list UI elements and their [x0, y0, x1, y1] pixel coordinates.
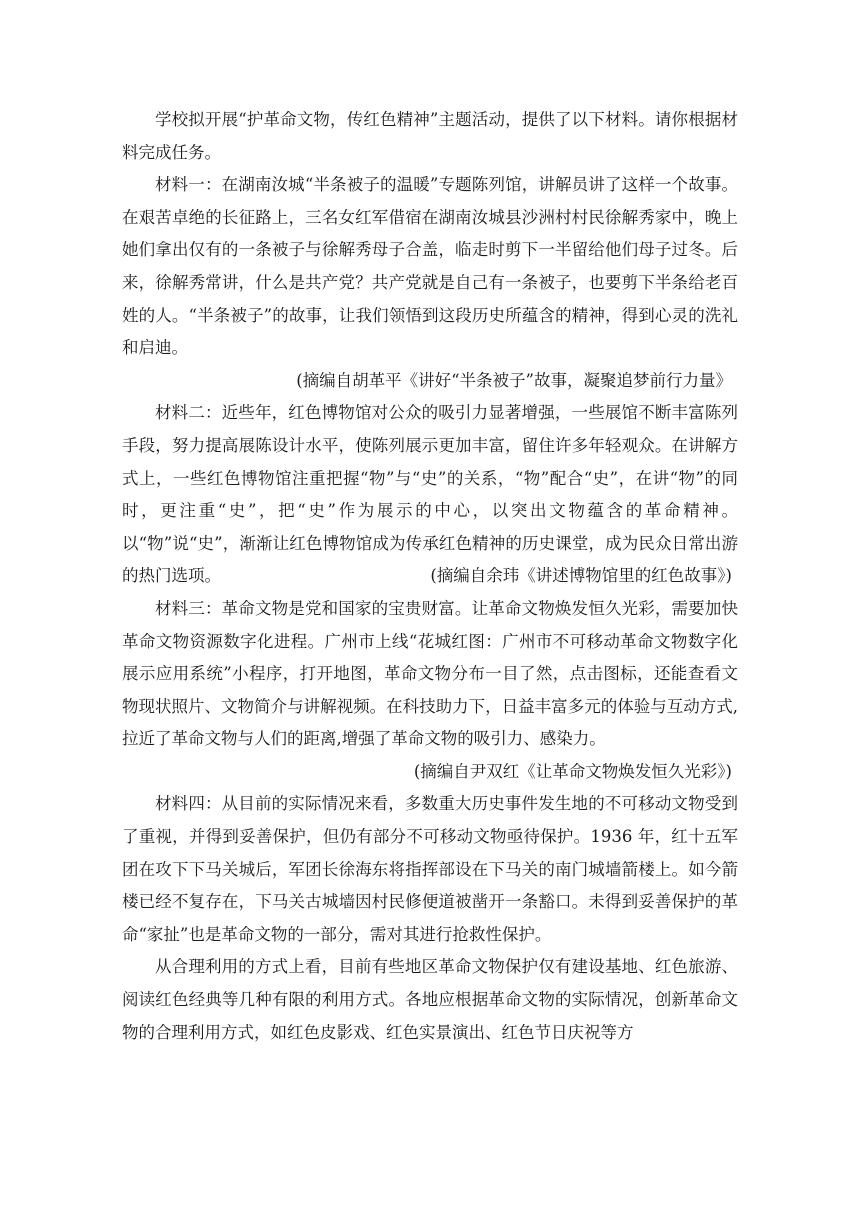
material-3-source: (摘编自尹双红《让革命文物焕发恒久光彩》): [413, 761, 732, 781]
material-1-source: (摘编自胡革平《讲好“半条被子”故事，凝聚追梦前行力量》: [296, 370, 732, 390]
material-2-paragraph: [122, 397, 738, 593]
material-3-paragraph: 材料三：革命文物是党和国家的宝贵财富。让革命文物焕发恒久光彩，需要加快革命文物资源数字化进程。广州市上线“花城红图：广州市不可移动革命文物数字化展示应用系统”小程序，打开地图，革命文物分布一目了然，点击图标，还能查看文物现状照片、文物简介与讲解视频。在科技助力下，日益丰富多元的体验与互动方式,拉近了革命文物与人们的距离,增强了革命文物的吸引力、感染力。: [122, 598, 738, 749]
material-2-source: (摘编自余玮《讲述博物馆里的红色故事》): [430, 566, 732, 586]
intro-paragraph: 学校拟开展“护革命文物，传红色精神”主题活动，提供了以下材料。请你根据材料完成任务。: [122, 110, 738, 162]
material-1-paragraph: 材料一：在湖南汝城“半条被子的温暖”专题陈列馆，讲解员讲了这样一个故事。在艰苦卓绝的长征路上，三名女红军借宿在湖南汝城县沙洲村村民徐解秀家中，晚上她们拿出仅有的一条被子与徐解秀母子合盖，临走时剪下一半留给他们母子过冬。后来，徐解秀常讲，什么是共产党？共产党就是自己有一条被子，也要剪下半条给老百姓的人。“半条被子”的故事，让我们领悟到这段历史所蕴含的精神，得到心灵的洗礼和启迪。: [122, 175, 738, 358]
material-4-continuation: 从合理利用的方式上看，目前有些地区革命文物保护仅有建设基地、红色旅游、阅读红色经典等几种有限的利用方式。各地应根据革命文物的实际情况，创新革命文物的合理利用方式，如红色皮影戏、红色实景演出、红色节日庆祝等方: [122, 957, 738, 1042]
material-2-text: 材料二：近些年，红色博物馆对公众的吸引力显著增强，一些展馆不断丰富陈列手段，努力提高展陈设计水平，使陈列展示更加丰富，留住许多年轻观众。在讲解方式上，一些红色博物馆注重把握“物”与“史”的关系，“物”配合“史”，在讲“物”的同时，更注重“史”，把“史”作为展示的中心，以突出文物蕴含的革命精神。以“物”说“史”，渐渐让红色博物馆成为传承红色精神的历史课堂，成为民众日常出游的热门选项。: [122, 403, 738, 586]
document-body: [122, 104, 738, 1049]
material-4-paragraph: 材料四：从目前的实际情况来看，多数重大历史事件发生地的不可移动文物受到了重视，并得到妥善保护，但仍有部分不可移动文物亟待保护。1936 年，红十五军团在攻下下马关城后，军团长徐海东将指挥部设在下马关的南门城墙箭楼上。如今箭楼已经不复存在，下马关古城墙因村民修便道被凿开一条豁口。未得到妥善保护的革命“家扯”也是革命文物的一部分，需对其进行抢救性保护。: [122, 794, 738, 944]
